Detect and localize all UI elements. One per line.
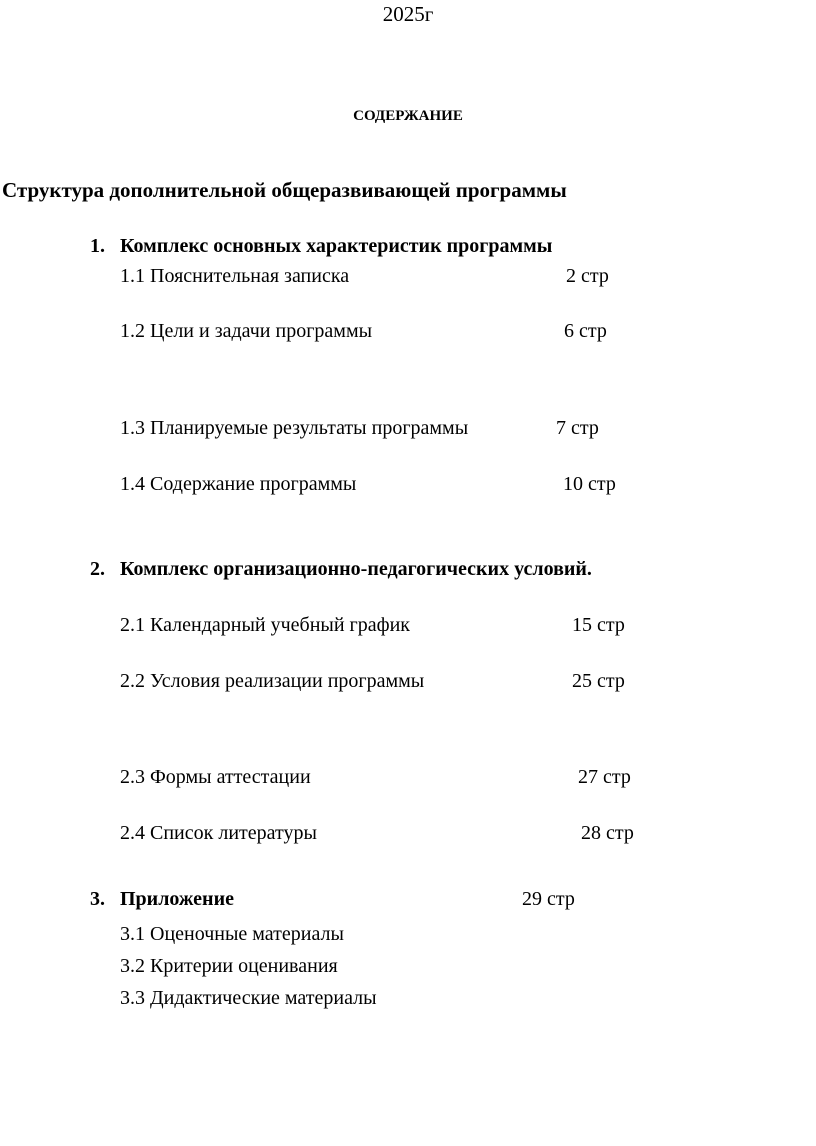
toc-item-3-2: 3.2 Критерии оценивания bbox=[120, 955, 338, 977]
toc-item-3-1: 3.1 Оценочные материалы bbox=[120, 923, 344, 945]
section-2-number: 2. bbox=[90, 558, 105, 580]
toc-page-1-2: 6 стр bbox=[564, 320, 607, 342]
section-1-number: 1. bbox=[90, 235, 105, 257]
toc-page-2-4: 28 стр bbox=[581, 822, 634, 844]
structure-title: Структура дополнительной общеразвивающей программы bbox=[2, 178, 567, 202]
toc-item-1-1: 1.1 Пояснительная записка bbox=[120, 265, 350, 287]
toc-page-2-1: 15 стр bbox=[572, 614, 625, 636]
toc-page-3: 29 стр bbox=[522, 888, 575, 910]
section-2-title: Комплекс организационно-педагогических условий. bbox=[120, 558, 592, 580]
toc-item-2-3: 2.3 Формы аттестации bbox=[120, 766, 311, 788]
toc-page-2-2: 25 стр bbox=[572, 670, 625, 692]
year-header: 2025г bbox=[382, 2, 434, 26]
toc-page-1-3: 7 стр bbox=[556, 417, 599, 439]
toc-item-2-1: 2.1 Календарный учебный график bbox=[120, 614, 410, 636]
toc-item-1-2: 1.2 Цели и задачи программы bbox=[120, 320, 373, 342]
toc-title: СОДЕРЖАНИЕ bbox=[353, 108, 463, 124]
section-1-title: Комплекс основных характеристик программы bbox=[120, 235, 553, 257]
toc-item-1-3: 1.3 Планируемые результаты программы bbox=[120, 417, 469, 439]
toc-page-1-1: 2 стр bbox=[566, 265, 609, 287]
toc-page-1-4: 10 стр bbox=[563, 473, 616, 495]
toc-item-3-3: 3.3 Дидактические материалы bbox=[120, 987, 377, 1009]
toc-item-2-2: 2.2 Условия реализации программы bbox=[120, 670, 425, 692]
toc-item-1-4: 1.4 Содержание программы bbox=[120, 473, 357, 495]
section-3-title: Приложение bbox=[120, 888, 234, 910]
toc-page-2-3: 27 стр bbox=[578, 766, 631, 788]
section-3-number: 3. bbox=[90, 888, 105, 910]
toc-item-2-4: 2.4 Список литературы bbox=[120, 822, 317, 844]
